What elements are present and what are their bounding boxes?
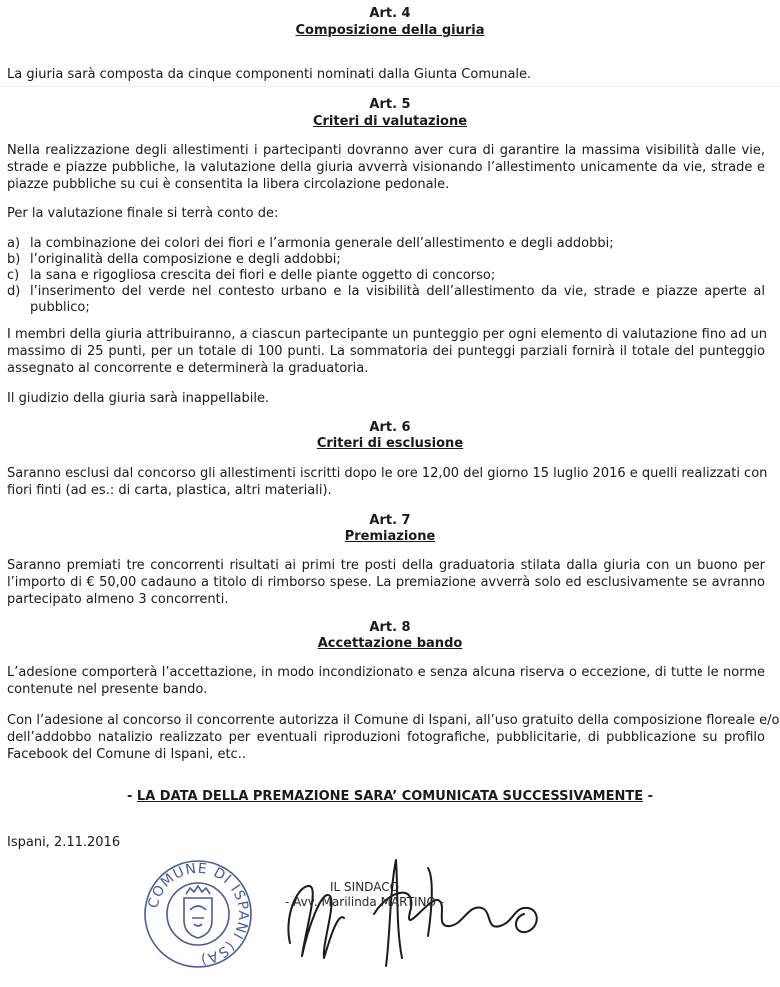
- award-date-notice: - LA DATA DELLA PREMAZIONE SARA’ COMUNICATA SUCCESSIVAMENTE -: [126, 789, 654, 804]
- art5-title: Criteri di valutazione: [312, 114, 468, 129]
- art4-number: Art. 4: [369, 6, 411, 21]
- art4-title: Composizione della giuria: [295, 23, 485, 38]
- art8-number: Art. 8: [369, 620, 411, 635]
- art7-number: Art. 7: [369, 513, 411, 528]
- mayor-signature: [278, 848, 558, 973]
- list-item: a) la combinazione dei colori dei fiori e l’armonia generale dell’allestimento e degli addobbi;: [7, 236, 614, 251]
- art8-paragraph-1: L’adesione comporterà l’accettazione, in modo incondizionato e senza alcuna riserva o eccezione, di tutte le norme contenute nel presente bando.: [7, 665, 765, 697]
- list-item: c) la sana e rigogliosa crescita dei fiori e delle piante oggetto di concorso;: [7, 268, 496, 283]
- art5-paragraph-1: Nella realizzazione degli allestimenti i partecipanti dovranno aver cura di garantire la massima visibilità dalle vie, strade e piazze pubbliche, la valutazione della giuria avverrà visionando l’allestimento unicamente da vie, strade e piazze pubbliche su cui è consentita la libera circolazione pedonale.: [7, 143, 765, 192]
- art8-title: Accettazione bando: [317, 636, 463, 651]
- art4-text: La giuria sarà composta da cinque componenti nominati dalla Giunta Comunale.: [7, 67, 532, 82]
- art7-paragraph-1: Saranno premiati tre concorrenti risultati ai primi tre posti della graduatoria stilata dalla giuria con un buono per l’importo di € 50,00 cadauno a titolo di rimborso spese. La premiazione avverrà solo ed esclusivamente se avranno partecipato almeno 3 concorrenti.: [7, 558, 765, 607]
- mayor-name: - Avv. Marilinda MARTINO -: [285, 895, 445, 909]
- art5-paragraph-2: Per la valutazione finale si terrà conto de:: [7, 206, 279, 221]
- art5-paragraph-3: I membri della giuria attribuiranno, a ciascun partecipante un punteggio per ogni elemento di valutazione fino ad un massimo di 25 punti, per un totale di 100 punti. La sommatoria dei punteggi parziali fornirà il totale del punteggio assegnato al concorrente e determinerà la graduatoria.: [7, 327, 767, 376]
- art6-title: Criteri di esclusione: [316, 436, 464, 451]
- mayor-title: IL SINDACO: [330, 880, 400, 894]
- art5-paragraph-4: Il giudizio della giuria sarà inappellabile.: [7, 391, 270, 406]
- art8-paragraph-2: Con l’adesione al concorso il concorrente autorizza il Comune di Ispani, all’uso gratuito della composizione floreale e/o dell’addobbo natalizio realizzato per eventuali riproduzioni fotografiche, pubblicitarie, di pubblicazione su profilo Facebook del Comune di Ispani, etc..: [7, 713, 780, 762]
- art7-title: Premiazione: [344, 529, 436, 544]
- signature-block: [285, 880, 444, 910]
- list-item: d) l’inserimento del verde nel contesto urbano e la visibilità dell’allestimento da vie, strade e piazze aperte al pubblico;: [7, 284, 765, 315]
- place-and-date: Ispani, 2.11.2016: [7, 835, 121, 850]
- art6-paragraph-1: Saranno esclusi dal concorso gli allestimenti iscritti dopo le ore 12,00 del giorno 15 luglio 2016 e quelli realizzati con fiori finti (ad es.: di carta, plastica, altri materiali).: [7, 466, 768, 498]
- svg-text:COMUNE DI ISPANI (SA): COMUNE DI ISPANI (SA): [145, 860, 252, 968]
- list-item: b) l’originalità della composizione e degli addobbi;: [7, 252, 341, 267]
- art6-number: Art. 6: [369, 420, 411, 435]
- scan-artifact-line: [0, 86, 780, 87]
- municipal-seal: [142, 858, 254, 970]
- art5-number: Art. 5: [369, 97, 411, 112]
- art5-criteria-list: [7, 236, 765, 316]
